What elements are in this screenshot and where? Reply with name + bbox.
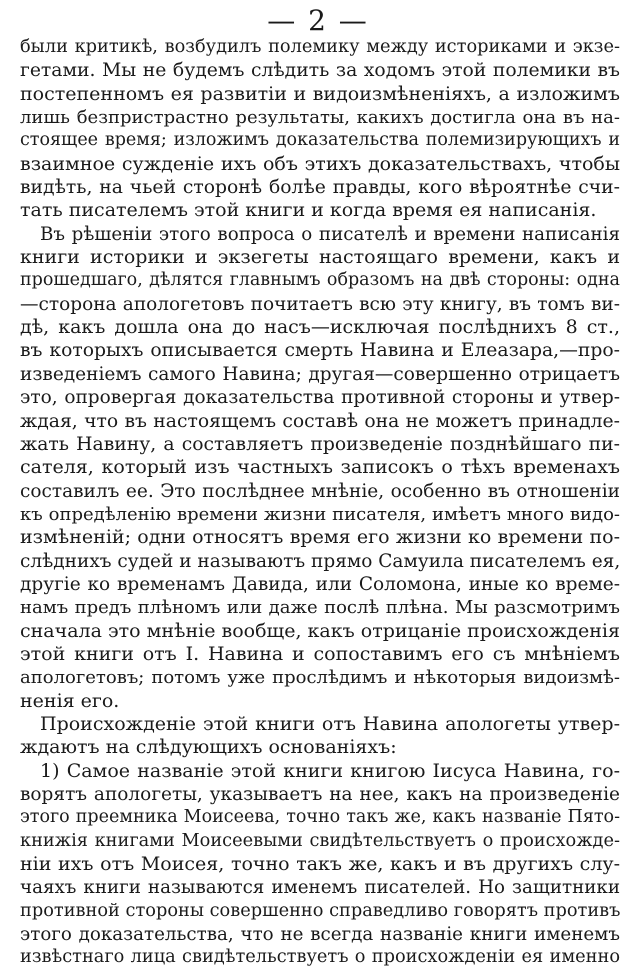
text-line: постепенномъ ея развитіи и видоизмѣненіяхъ, а изложимъ (20, 82, 620, 105)
text-line: измѣненій; одни относятъ время его жизни ко времени по- (20, 526, 620, 549)
text-line: извѣстнаго лица свидѣтельствуетъ о происхожденіи ея именно (20, 947, 620, 968)
text-line: это, опровергая доказательства противной стороны и утвер- (20, 387, 620, 409)
text-line: дѣ, какъ дошла она до насъ—исключая послѣднихъ 8 ст., (20, 316, 620, 339)
paragraph-start-line: 1) Самое названіе этой книги книгою Іисуса Навина, го- (40, 759, 620, 782)
text-line: этого доказательства, что не всегда названіе книги именемъ (20, 924, 620, 946)
text-line: этого преемника Моисеева, точно такъ же, какъ названіе Пято- (20, 807, 620, 828)
text-line: видѣть, на чьей сторонѣ болѣе правды, кого вѣроятнѣе счи- (20, 177, 620, 199)
text-line: взаимное сужденіе ихъ объ этихъ доказательствахъ, чтобы (20, 152, 620, 175)
text-line: апологетовъ; потомъ уже прослѣдимъ и нѣкоторыя видоизмѣ- (20, 667, 620, 689)
text-line: другіе ко временамъ Давида, или Соломона, иные ко време- (20, 573, 620, 595)
text-line: сначала это мнѣніе вообще, какъ отрицаніе происхожденія (20, 619, 620, 642)
text-line: жать Навину, а составляетъ произведеніе позднѣйшаго пи- (20, 433, 620, 455)
text-line: книжія книгами Моисеевыми свидѣтельствуетъ о происхожде- (20, 830, 620, 851)
text-line: къ опредѣленію времени жизни писателя, имѣетъ много видо- (20, 503, 620, 525)
text-line: составилъ ее. Это послѣднее мнѣніе, особенно въ отношеніи (20, 480, 620, 502)
text-line: —сторона апологетовъ почитаетъ всю эту книгу, въ томъ ви- (20, 293, 620, 315)
text-line: въ которыхъ описывается смерть Навина и Елеазара,—про- (20, 340, 620, 362)
text-line: стоящее время; изложимъ доказательства полемизирующихъ и (20, 130, 620, 151)
text-line: ждая, что въ настоящемъ составѣ она не можетъ принадле- (20, 410, 620, 432)
text-line: прошедшаго, дѣлятся главнымъ образомъ на двѣ стороны: одна (20, 270, 620, 291)
text-line: намъ предъ плѣномъ или даже послѣ плѣна. Мы разсмотримъ (20, 597, 620, 619)
text-line: этой книги отъ І. Навина и сопоставимъ его съ мнѣніемъ (20, 642, 620, 665)
text-line: противной стороны совершенно справедливо говорятъ противъ (20, 900, 621, 921)
text-line: тать писателемъ этой книги и когда время ея написанія. (20, 199, 597, 222)
page-number: — 2 — (267, 4, 369, 37)
text-line: ворятъ апологеты, указываетъ на нее, какъ на произведеніе (20, 784, 620, 805)
text-line: ждаютъ на слѣдующихъ основаніяхъ: (20, 736, 397, 759)
paragraph-start-line: Въ рѣшеніи этого вопроса о писателѣ и времени написанія (40, 223, 620, 245)
text-line: книги историки и экзегеты настоящаго времени, какъ и (20, 246, 620, 269)
paragraph-start-line: Происхожденіе этой книги отъ Навина апологеты утвер- (40, 712, 620, 735)
text-line: чаяхъ книги называются именемъ писателей. Но защитники (20, 877, 620, 899)
text-line: гетами. Мы не будемъ слѣдить за ходомъ этой полемики въ (20, 60, 620, 82)
text-line: лишь безпристрастно результаты, какихъ достигла она въ на- (20, 107, 620, 129)
text-line: сателя, который изъ частныхъ записокъ о тѣхъ временахъ (20, 456, 620, 479)
body-text (20, 36, 620, 970)
text-line: были критикѣ, возбудилъ полемику между историками и экзе- (20, 37, 620, 57)
text-line: ніи ихъ отъ Моисея, точно такъ же, какъ и въ другихъ слу- (20, 853, 620, 876)
text-line: слѣднихъ судей и называютъ прямо Самуила писателемъ ея, (20, 550, 621, 572)
text-line: ненія его. (20, 689, 120, 712)
text-line: изведеніемъ самого Навина; другая—совершенно отрицаетъ (20, 363, 620, 385)
